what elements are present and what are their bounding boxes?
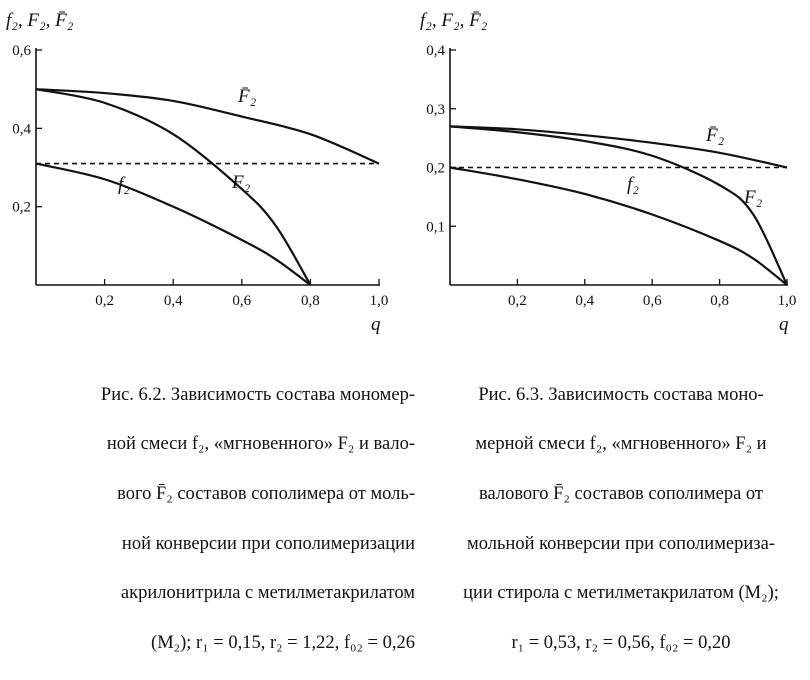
series-label: f₂ (627, 174, 639, 195)
x-tick-label: 1,0 (369, 293, 389, 309)
y-tick-label: 0,4 (426, 43, 445, 59)
caption-line: мерной смеси f₂, «мгновенного» F₂ и (475, 434, 767, 455)
y-tick-label: 0,6 (12, 43, 31, 59)
y-axis-label: f₂, F₂, F̄₂ (420, 10, 488, 31)
x-tick-label: 0,4 (575, 293, 595, 309)
series-line (36, 89, 379, 163)
series-label: F̄₂ (706, 125, 725, 146)
caption-fig-6-2 (10, 358, 415, 680)
y-tick-label: 0,3 (426, 101, 445, 118)
caption-line: Рис. 6.2. Зависимость состава мономер- (100, 384, 415, 405)
x-tick-label: 0,2 (95, 293, 114, 309)
y-tick-label: 0,1 (426, 219, 445, 236)
caption-line: (M₂); r₁ = 0,15, r₂ = 1,22, f₀₂ = 0,26 (151, 632, 415, 653)
caption-line: акрилонитрила с метилметакрилатом (120, 583, 415, 604)
caption-line: Рис. 6.3. Зависимость состава моно- (478, 384, 764, 405)
x-tick-label: 0,8 (710, 293, 729, 309)
series-line (450, 126, 787, 285)
x-tick-label: 1,0 (777, 293, 797, 309)
x-axis-label: q (371, 314, 381, 335)
caption-line: вого F̄₂ составов сополимера от моль- (117, 483, 415, 504)
x-tick-label: 0,6 (642, 293, 662, 309)
y-axis-label: f₂, F₂, F̄₂ (6, 10, 74, 31)
series-line (36, 164, 310, 285)
caption-line: ции стирола с метилметакрилатом (M₂); (463, 583, 779, 604)
y-tick-label: 0,2 (12, 199, 31, 216)
x-tick-label: 0,2 (508, 293, 527, 309)
series-label: F̄₂ (238, 86, 257, 107)
caption-line: валового F̄₂ составов сополимера от (478, 483, 764, 504)
caption-fig-6-3 (438, 358, 804, 680)
caption-line: ной смеси f₂, «мгновенного» F₂ и вало- (106, 434, 415, 455)
series-line (450, 168, 787, 286)
chart-fig-6-2 (6, 10, 388, 335)
series-label: F₂ (744, 187, 763, 208)
caption-line: r₁ = 0,53, r₂ = 0,56, f₀₂ = 0,20 (511, 632, 731, 653)
x-axis-label: q (779, 314, 789, 335)
x-tick-label: 0,8 (301, 293, 320, 309)
y-tick-label: 0,4 (12, 121, 31, 138)
caption-line: мольной конверсии при сополимериза- (467, 533, 775, 554)
y-tick-label: 0,2 (426, 160, 445, 177)
x-tick-label: 0,4 (163, 293, 183, 309)
x-tick-label: 0,6 (232, 293, 252, 309)
chart-fig-6-3 (420, 10, 796, 335)
caption-line: ной конверсии при сополимеризации (121, 533, 415, 554)
series-label: F₂ (232, 172, 251, 193)
series-label: f₂ (118, 174, 130, 195)
